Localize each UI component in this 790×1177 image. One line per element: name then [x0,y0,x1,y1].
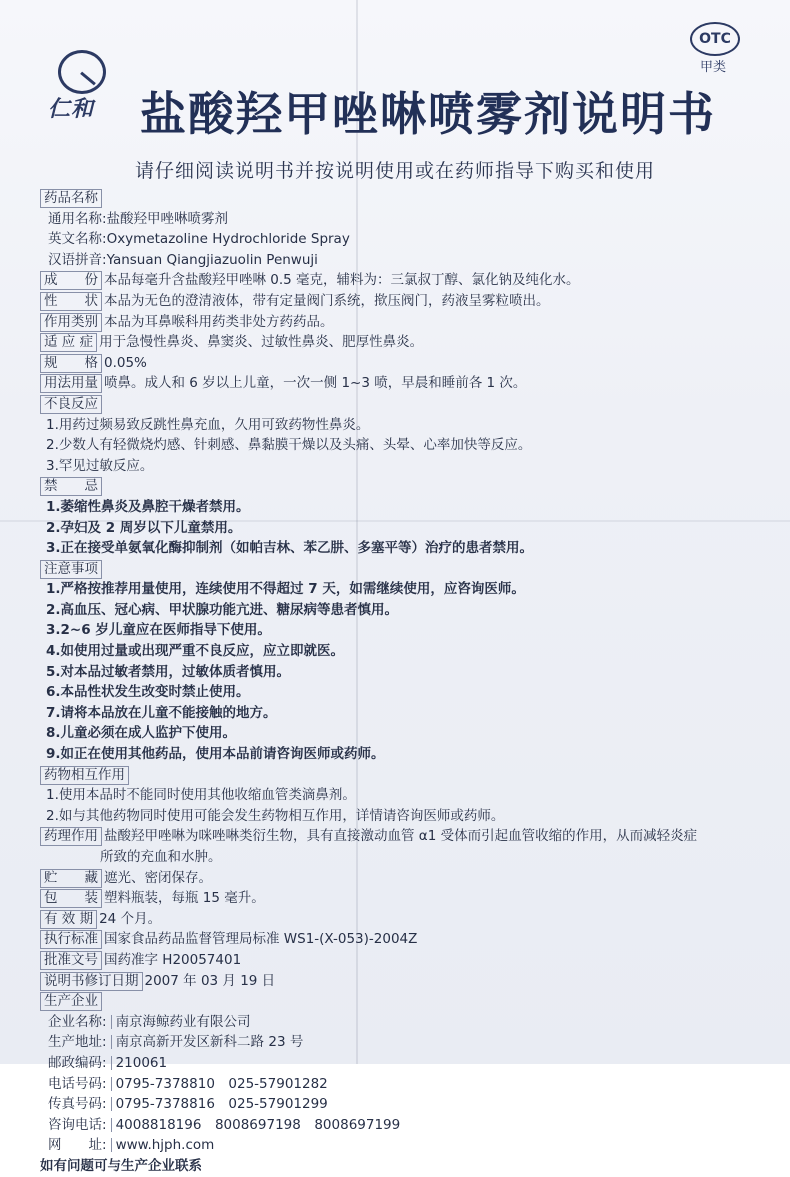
manufacturer-value: 南京高新开发区新科二路 23 号 [115,1034,304,1051]
manufacturer-label: 企业名称: [48,1013,107,1030]
pinyin: Yansuan Qiangjiazuolin Penwuji [106,251,318,268]
brand-name: 仁和 [48,97,95,122]
field-row [40,373,755,394]
section-contraindications: 禁 忌 [40,477,102,496]
contact-note: 如有问题可与生产企业联系 [40,1157,202,1174]
manufacturer-label: 邮政编码: [48,1054,107,1071]
field-row [40,270,755,291]
manufacturer-value: www.hjph.com [115,1137,215,1154]
divider [111,1077,112,1091]
manufacturer-label: 传真号码: [48,1096,107,1113]
manufacturer-label: 电话号码: [48,1075,107,1092]
section-drug-name: 药品名称 [40,189,102,208]
field-row [40,868,755,889]
generic-name-row [40,209,755,230]
english-name-row [40,229,755,250]
list-item: 9.如正在使用其他药品，使用本品前请咨询医师或药师。 [46,746,385,763]
section-manufacturer: 生产企业 [40,992,102,1011]
manufacturer-row [40,1032,755,1053]
manufacturer-value: 4008818196 8008697198 8008697199 [115,1116,401,1133]
field-value: 国家食品药品监督管理局标准 WS1-(X-053)-2004Z [104,931,418,948]
field-label: 执行标准 [40,930,102,949]
manufacturer-row [40,1135,755,1156]
manufacturer-value: 0795-7378810 025-57901282 [115,1075,328,1092]
divider [111,1056,112,1070]
manufacturer-row [40,1053,755,1074]
list-item: 1.萎缩性鼻炎及鼻腔干燥者禁用。 [46,498,250,515]
list-item: 4.如使用过量或出现严重不良反应，应立即就医。 [46,643,345,660]
field-row [40,950,755,971]
list-item: 3.2~6 岁儿童应在医师指导下使用。 [46,622,271,639]
field-label: 有 效 期 [40,910,97,929]
field-row [40,291,755,312]
list-item: 5.对本品过敏者禁用，过敏体质者慎用。 [46,663,291,680]
manufacturer-value: 南京海鲸药业有限公司 [115,1013,251,1030]
pharmacology-row [40,826,755,847]
field-value: 24 个月。 [99,910,162,927]
field-row [40,971,755,992]
divider [111,1015,112,1029]
field-value: 用于急慢性鼻炎、鼻窦炎、过敏性鼻炎、肥厚性鼻炎。 [99,334,424,351]
section-pharmacology: 药理作用 [40,827,102,846]
field-label: 用法用量 [40,374,102,393]
list-item: 2.孕妇及 2 周岁以下儿童禁用。 [46,519,242,536]
field-label: 作用类别 [40,313,102,332]
field-value: 本品为无色的澄清液体，带有定量阀门系统，揿压阀门，药液呈雾粒喷出。 [104,292,550,309]
divider [111,1097,112,1111]
list-item: 2.如与其他药物同时使用可能会发生药物相互作用，详情请咨询医师或药师。 [46,807,505,824]
english-name: Oxymetazoline Hydrochloride Spray [106,231,350,248]
field-value: 塑料瓶装，每瓶 15 毫升。 [104,890,265,907]
section-adverse: 不良反应 [40,395,102,414]
field-row [40,929,755,950]
field-label: 贮 藏 [40,869,102,888]
field-row [40,353,755,374]
pinyin-label: 汉语拼音: [48,251,107,268]
pinyin-row [40,250,755,271]
list-item: 1.使用本品时不能同时使用其他收缩血管类滴鼻剂。 [46,787,356,804]
divider [111,1138,112,1152]
field-row [40,312,755,333]
field-label: 批准文号 [40,951,102,970]
otc-badge: OTC [690,22,740,56]
list-item: 2.高血压、冠心病、甲状腺功能亢进、糖尿病等患者慎用。 [46,601,399,618]
field-row [40,909,755,930]
list-item: 3.罕见过敏反应。 [46,457,154,474]
divider [111,1035,112,1049]
manufacturer-label: 生产地址: [48,1034,107,1051]
field-value: 本品为耳鼻喉科用药类非处方药药品。 [104,313,334,330]
brand-logo-mark [58,50,106,94]
list-item: 1.用药过频易致反跳性鼻充血，久用可致药物性鼻炎。 [46,416,370,433]
pharmacology-text: 盐酸羟甲唑啉为咪唑啉类衍生物，具有直接激动血管 α1 受体而引起血管收缩的作用，从而减轻炎症 [104,828,698,845]
manufacturer-value: 0795-7378816 025-57901299 [115,1096,328,1113]
manufacturer-row [40,1074,755,1095]
section-interactions: 药物相互作用 [40,766,129,785]
generic-name-label: 通用名称: [48,210,107,227]
manufacturer-label: 网 址: [48,1137,107,1154]
divider [111,1118,112,1132]
page-subtitle: 请仔细阅读说明书并按说明使用或在药师指导下购买和使用 [134,160,655,182]
pharmacology-text-cont: 所致的充血和水肿。 [100,849,222,865]
field-value: 2007 年 03 月 19 日 [144,972,276,989]
field-value: 喷鼻。成人和 6 岁以上儿童，一次一侧 1~3 喷，早晨和睡前各 1 次。 [104,375,527,392]
field-value: 0.05% [104,354,147,371]
list-item: 7.请将本品放在儿童不能接触的地方。 [46,704,277,721]
list-item: 6.本品性状发生改变时禁止使用。 [46,684,250,701]
field-label: 成 份 [40,271,102,290]
field-row [40,332,755,353]
field-value: 本品每毫升含盐酸羟甲唑啉 0.5 毫克，辅料为：三氯叔丁醇、氯化钠及纯化水。 [104,272,580,289]
list-item: 2.少数人有轻微烧灼感、针刺感、鼻黏膜干燥以及头痛、头晕、心率加快等反应。 [46,437,532,454]
list-item: 1.严格按推荐用量使用，连续使用不得超过 7 天，如需继续使用，应咨询医师。 [46,581,525,598]
field-value: 遮光、密闭保存。 [104,869,212,886]
page-title: 盐酸羟甲唑啉喷雾剂说明书 [140,87,716,141]
field-label: 规 格 [40,354,102,373]
manufacturer-row [40,1115,755,1136]
field-row [40,888,755,909]
manufacturer-value: 210061 [115,1054,168,1071]
otc-class: 甲类 [700,60,727,75]
generic-name: 盐酸羟甲唑啉喷雾剂 [106,210,229,227]
manufacturer-row [40,1012,755,1033]
english-name-label: 英文名称: [48,231,107,248]
field-label: 性 状 [40,292,102,311]
field-value: 国药准字 H20057401 [104,951,242,968]
field-label: 说明书修订日期 [40,972,143,991]
manufacturer-label: 咨询电话: [48,1116,107,1133]
field-label: 包 装 [40,889,102,908]
field-label: 适 应 症 [40,333,97,352]
leaflet-content [40,188,755,1174]
list-item: 8.儿童必须在成人监护下使用。 [46,725,237,742]
section-cautions: 注意事项 [40,560,102,579]
list-item: 3.正在接受单氨氧化酶抑制剂（如帕吉林、苯乙肼、多塞平等）治疗的患者禁用。 [46,540,534,557]
manufacturer-row [40,1094,755,1115]
